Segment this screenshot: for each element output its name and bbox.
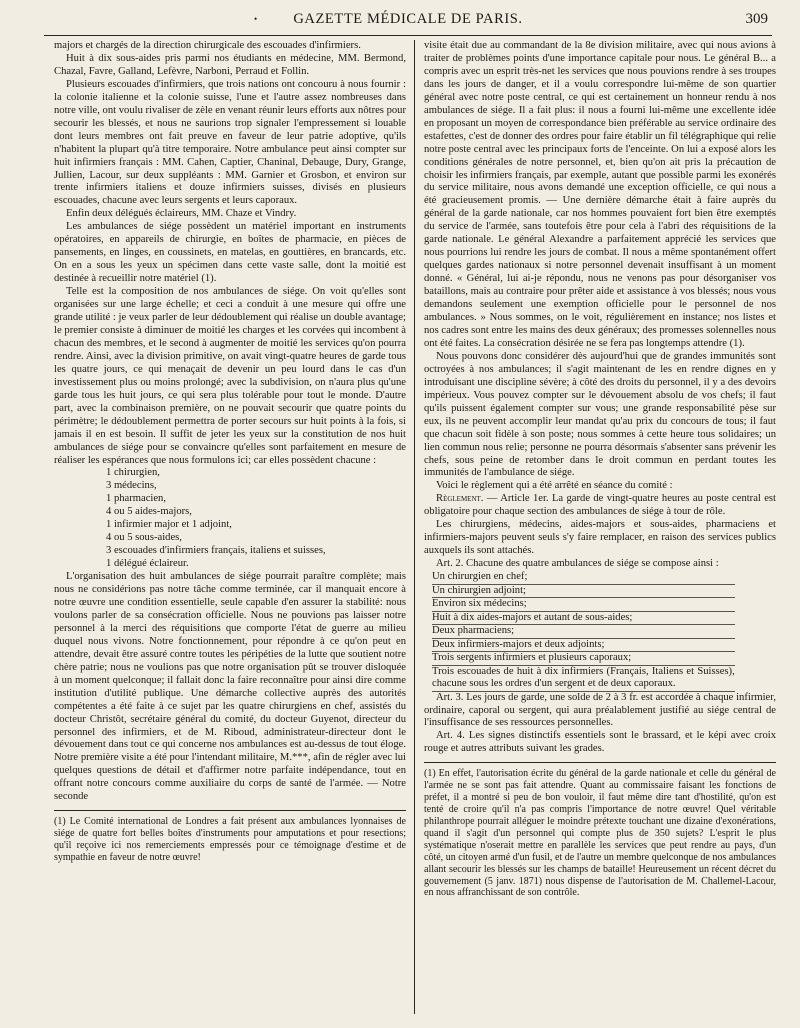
list-item: Un chirurgien adjoint; xyxy=(432,585,735,599)
header-rule xyxy=(44,35,772,36)
ambulance-composition-list xyxy=(54,467,406,571)
footnote-left: (1) Le Comité international de Londres a fait présent aux ambulances lyonnaises de siége de quatre fort belles boîtes d'instruments pour amputations et pour resections; qu'il reçoive ici nos remerciements empressés pour ce témoignage d'estime et de sympathie en faveur de notre œuvre! xyxy=(54,810,406,864)
list-item: Trois escouades de huit à dix infirmiers (Français, Italiens et Suisses), chacune sous les ordres d'un sergent et de deux caporaux. xyxy=(432,666,735,692)
paragraph: Voici le règlement qui a été arrêté en séance du comité : xyxy=(436,480,673,492)
paragraph: L'organisation des huit ambulances de siége pourrait paraître complète; mais nous ne considérions pas notre tâche comme terminée, car il manquait encore à notre œuvre une condition essentielle, seule capable d'en assurer la stabilité: nous voulons parler de sa consécration officielle. Nous ne pouvions pas laisser notre personnel à la merci des réquisitions que comporte l'état de guerre au milieu duquel nous vivons. Notre fonctionnement, pour répondre à ce qu'on peut en attendre, devait être assuré contre toutes les péripéties de la lutte que soutient notre chère patrie; nous ne voulions pas que notre organisation pût se trouver disloquée à un moment quelconque; il fallait donc la faire reconnaître pour ainsi dire comme institution d'utilité publique. Une démarche collective auprès des autorités compétentes a été faite à ce sujet par les quatre chirurgiens en chef, assistés du docteur Christôt, secrétaire général du comité, du docteur Guyenot, directeur du personnel des infirmiers, et de M. Riboud, administrateur-directeur dont le dévouement dans tout ce qui concerne nos ambulances est au-dessus de tout éloge. Notre première visite a été pour l'intendant militaire, M.***, afin de régler avec lui quelques questions de détail et d'affirmer notre parfaite indépendance, tout en offrant notre concours comme auxiliaire du corps de santé de l'armée. — Notre seconde xyxy=(54,571,406,803)
paragraph: majors et chargés de la direction chirurgicale des escouades d'infirmiers. xyxy=(54,40,361,51)
footnote-right: (1) En effet, l'autorisation écrite du général de la garde nationale et celle du général de l'armée ne se sont pas fait attendre. Quant au commissaire faisant les fonctions de préfet, il a montré si peu de bon vouloir, il faut même dire tant d'hostilité, qu'on est tenté de croire qu'il n'a pas compris l'importance de notre œuvre! Quel véritable philanthrope pourrait alléguer le moindre prétexte touchant une dizaine d'exonérations, quand il s'agit d'un personnel qui compte plus de 350 sujets? L'esprit le plus systématique n'oserait mettre en parallèle les services que peut rendre au pays, d'un côté, un citoyen armé d'un fusil, et de l'autre un membre quelconque de nos ambulances allant secourir les blessés sur les champs de bataille! Heureusement un récent décret du gouvernement (5 janv. 1871) nous dispense de l'autorisation de M. Challemel-Lacour, en nous affranchissant de son contrôle. xyxy=(424,762,776,899)
page-header xyxy=(44,8,772,34)
journal-title: GAZETTE MÉDICALE DE PARIS. xyxy=(293,11,523,27)
list-item: 1 délégué éclaireur. xyxy=(106,558,189,570)
paragraph: visite était due au commandant de la 8e division militaire, avec qui nous avions à traiter de problèmes points d'une importance capitale pour nous. Le général B... a compris avec un esprit très-net les services que nous pouvions rendre à ses troupes dans les jours de danger, et il a voulu correspondre lui-même de son quartier général avec notre poste central, ce qui est certainement un honneur rendu à nos ambulances de siége. Il a fait plus: il nous a fourni lui-même une excellente idée en proposant un moyen de correspondance bien préférable au service ordinaire des estafettes, c'est de donner des ordres pour faire établir un fil télégraphique qui relie notre poste central avec les principaux forts de l'enceinte. On lui a exposé alors les conditions générales de notre personnel, et, bien qu'on ait pris la précaution de choisir les infirmiers français, par exemple, autant que possible parmi les exonérés du service militaire, nous avons demandé une exception officielle, ce qui nous a été gracieusement promis. — Une dernière démarche était à faire auprès du général de la garde nationale, car nos hommes pouvaient fort bien être exemptés du service de l'armée, sans toutefois être pour cela à l'abri des réquisitions de la garde nationale. Le général Alexandre a parfaitement apprécié les services que nous pourrions lui rendre les jours de combat. Il nous a même spontanément offert quelques gardes nationaux si notre personnel devenait insuffisant à un moment donné. « Général, lui ai-je répondu, nous ne venons pas pour désorganiser vos bataillons, mais au contraire pour prêter aide et assistance à vos blessés; nous vous demandons seulement une exemption officielle pour le personnel de nos ambulances. » Nous sommes, on le voit, régulièrement en instance; nos listes et nos cadres sont entre les mains des deux généraux; des promesses solennelles nous ont été faites. La consécration désirée ne se fera pas longtemps attendre (1). xyxy=(424,40,776,349)
article-2: Art. 2. Chacune des quatre ambulances de siége se compose ainsi : xyxy=(436,558,719,570)
column-divider xyxy=(414,40,415,1014)
paragraph: Enfin deux délégués éclaireurs, MM. Chaze et Vindry. xyxy=(66,208,297,220)
list-item: 1 infirmier major et 1 adjoint, xyxy=(106,519,232,531)
paragraph: Plusieurs escouades d'infirmiers, que trois nations ont concouru à nous fournir : la colonie italienne et la colonie suisse, l'une et l'autre assez nombreuses dans notre ville, ont voulu rivaliser de zèle en venant réunir leurs efforts aux nôtres pour secourir les blessés, et nous ne saurions trop signaler l'empressement si louable dont leurs membres ont fait preuve en faveur de leur patrie adoptive, qu'ils n'habitent la plupart qu'à titre temporaire. Notre ambulance peut ainsi compter sur huit infirmiers français : MM. Cahen, Captier, Chaninal, Debauge, Dury, Grange, Jullien, Lacour, sur deux suppléants : MM. Garnier et Grosbon, et environ sur trente infirmiers italiens et douze infirmiers suisses, divisés en plusieurs escouades, chacune avec leurs sergents et leurs caporaux. xyxy=(54,78,406,207)
list-item: Deux infirmiers-majors et deux adjoints; xyxy=(432,639,735,653)
regulation-label: Règlement. xyxy=(436,493,484,505)
paragraph: Les ambulances de siége possèdent un matériel important en instruments opératoires, en appareils de chirurgie, en boîtes de pharmacie, en pièces de pansements, en linges, en coussinets, en matelas, en gouttières, en brancards, etc. On en a sous les yeux un spécimen dans cette vaste salle, dont la moitié est destinée à recueillir notre matériel (1). xyxy=(54,221,406,285)
list-item: 4 ou 5 aides-majors, xyxy=(106,506,192,518)
list-item: 1 chirurgien, xyxy=(106,467,160,479)
left-column xyxy=(54,40,406,1015)
regulation-text: — Article 1er. La garde de vingt-quatre heures au poste central est obligatoire pour chaque section des ambulances de siége à tour de rôle. xyxy=(424,493,776,518)
list-item: 3 escouades d'infirmiers français, italiens et suisses, xyxy=(106,545,326,557)
ornament-dot: • xyxy=(254,14,258,24)
list-item: 4 ou 5 sous-aides, xyxy=(106,532,182,544)
paragraph: Telle est la composition de nos ambulances de siége. On voit qu'elles sont organisées sur une large échelle; et ceci a conduit à une mesure qui offre une grande utilité : je veux parler de leur dédoublement qui réalise un double avantage; le premier consiste à diminuer de moitié les charges et les corvées qui incombent à chacun des membres, et le second à augmenter de moitié les services qu'on pourra rendre. Ainsi, avec la division primitive, on avait vingt-quatre heures de garde tous les quatre jours, ce qui menaçait de devenir un peu lourd dans le cas d'un investissement plus ou moins prolongé; avec la subdivision, on n'aura plus qu'une garde tous les huit jours, ce qui sera plus tolérable pour tout le monde. D'autre part, avec la combinaison première, on ne pouvait secourir que quatre points du périmètre; le dédoublement permettra de porter secours sur huit points à la fois, si jamais il en est besoin. Il suffit de jeter les yeux sur la constitution de nos huit ambulances de siége pour se convaincre qu'elles sont parfaitement en mesure de réaliser les espérances que nous formulons ici; car elles possèdent chacune : xyxy=(54,286,406,466)
list-item: 1 pharmacien, xyxy=(106,493,167,505)
regulation-article-1 xyxy=(424,493,776,519)
list-item: Trois sergents infirmiers et plusieurs caporaux; xyxy=(432,652,735,666)
list-item: Environ six médecins; xyxy=(432,598,735,612)
article-2-list xyxy=(424,571,776,692)
list-item: 3 médecins, xyxy=(106,480,157,492)
list-item: Deux pharmaciens; xyxy=(432,625,735,639)
list-item: Un chirurgien en chef; xyxy=(432,571,735,585)
article-4: Art. 4. Les signes distinctifs essentiels sont le brassard, et le képi avec croix rouge et autres attributs suivant les grades. xyxy=(424,730,776,755)
article-3: Art. 3. Les jours de garde, une solde de 2 à 3 fr. est accordée à chaque infirmier, ordinaire, caporal ou sergent, qui aura préalablement justifié au siége central de l'insuffisance de ses ressources personnelles. xyxy=(424,691,776,729)
page-number: 309 xyxy=(745,11,768,27)
paragraph: Les chirurgiens, médecins, aides-majors et sous-aides, pharmaciens et infirmiers-majors peuvent seuls s'y faire remplacer, en raison des services publics auxquels ils sont attachés. xyxy=(424,519,776,557)
list-item: Huit à dix aides-majors et autant de sous-aides; xyxy=(432,612,735,626)
paragraph: Nous pouvons donc considérer dès aujourd'hui que de grandes immunités sont octroyées à nos ambulances; il s'agit maintenant de les en rendre dignes en y introduisant une discipline sévère; à côté des droits du personnel, il y a des devoirs impérieux. Vous pouvez compter sur le dévouement absolu de vos chefs; il faut qu'ils puissent également compter sur vous; une grande responsabilité pèse sur eux, ils ne peuvent accomplir leur mandat qu'au prix du concours de tous; il faut que chacun soit fidèle à son poste; nous sommes à cette heure tous solidaires; un lien commun nous relie; personne ne pourra désormais s'absenter sans prévenir les chefs, sous peine de retomber dans le droit commun en perdant toutes les immunités de l'ambulance de siége. xyxy=(424,350,776,479)
paragraph: Huit à dix sous-aides pris parmi nos étudiants en médecine, MM. Bermond, Chazal, Favre, Galland, Lefèvre, Narboni, Perraud et Follin. xyxy=(54,52,406,77)
right-column xyxy=(424,40,776,1015)
